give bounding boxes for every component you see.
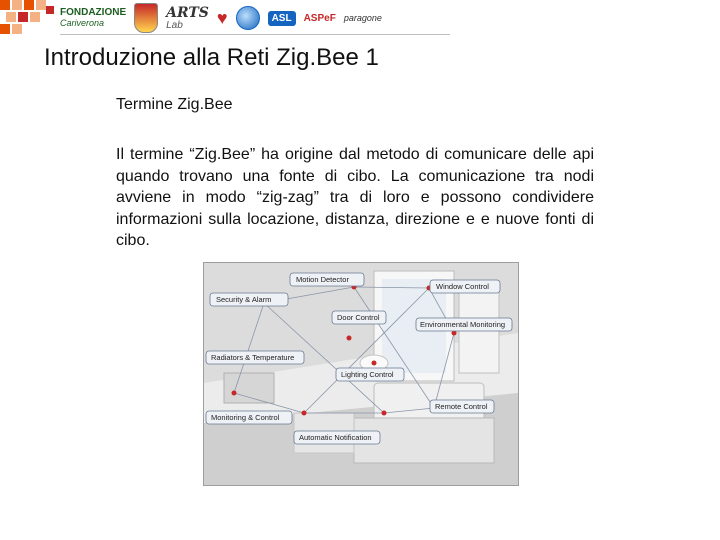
label-security-alarm — [210, 293, 288, 306]
node-marker — [302, 411, 307, 416]
node-marker — [232, 391, 237, 396]
decorative-square — [36, 0, 46, 10]
fondazione-logo — [60, 8, 126, 28]
svg-text:Lighting Control: Lighting Control — [341, 370, 394, 379]
page-title: Introduzione alla Reti Zig.Bee 1 — [44, 44, 379, 71]
paragone-logo: paragone — [343, 13, 382, 23]
svg-text:Environmental Monitoring: Environmental Monitoring — [420, 320, 506, 329]
decorative-square — [18, 12, 28, 22]
label-window-control — [430, 280, 500, 293]
decorative-square — [46, 6, 54, 14]
decorative-square — [30, 12, 40, 22]
header-logo-strip — [0, 0, 720, 40]
decorative-square — [0, 0, 10, 10]
section-subtitle: Termine Zig.Bee — [116, 96, 233, 113]
label-motion-detector — [290, 273, 364, 286]
decorative-square — [12, 0, 22, 10]
label-environmental-monitoring — [416, 318, 512, 331]
zigbee-home-illustration — [204, 263, 518, 485]
crest-icon — [134, 3, 158, 33]
label-remote-control — [430, 400, 494, 413]
header-divider — [60, 34, 450, 35]
svg-text:Window Control: Window Control — [436, 282, 489, 291]
decorative-square — [6, 12, 16, 22]
label-automatic-notification — [294, 431, 380, 444]
label-radiators-temperature — [206, 351, 304, 364]
lab-logo-text: Lab — [166, 19, 183, 31]
label-monitoring-control — [206, 411, 292, 424]
svg-text:Motion Detector: Motion Detector — [296, 275, 349, 284]
label-door-control — [332, 311, 386, 324]
heart-logo-icon: ♥ — [216, 7, 228, 28]
decorative-square — [0, 24, 10, 34]
arts-logo-text: ARTS — [166, 4, 209, 21]
node-marker — [372, 361, 377, 366]
asl-logo: ASL — [268, 11, 296, 26]
svg-text:Monitoring & Control: Monitoring & Control — [211, 413, 280, 422]
node-marker — [347, 336, 352, 341]
svg-text:Remote Control: Remote Control — [435, 402, 488, 411]
svg-text:Security & Alarm: Security & Alarm — [216, 295, 272, 304]
label-lighting-control — [336, 368, 404, 381]
partner-logos — [60, 2, 382, 34]
aspef-logo: ASPeF — [303, 12, 336, 24]
svg-text:Radiators & Temperature: Radiators & Temperature — [211, 353, 295, 362]
fondazione-logo-text: FONDAZIONE — [60, 7, 127, 18]
decorative-square — [12, 24, 22, 34]
globe-logo-icon — [236, 6, 260, 30]
arts-lab-logo — [166, 6, 209, 31]
node-marker — [382, 411, 387, 416]
svg-text:Automatic Notification: Automatic Notification — [299, 433, 372, 442]
svg-text:Door Control: Door Control — [337, 313, 380, 322]
body-paragraph: Il termine “Zig.Bee” ha origine dal metodo di comunicare delle api quando trovano una fonte di cibo. La comunicazione tra nodi avviene in modo “zig-zag” tra di loro e possono condividere informazioni sulla locazione, distanza, direzione e e nuove fonti di cibo. — [116, 146, 594, 249]
zigbee-home-diagram — [203, 262, 519, 486]
decorative-square — [24, 0, 34, 10]
cariverona-logo-text: Cariverona — [60, 18, 105, 28]
